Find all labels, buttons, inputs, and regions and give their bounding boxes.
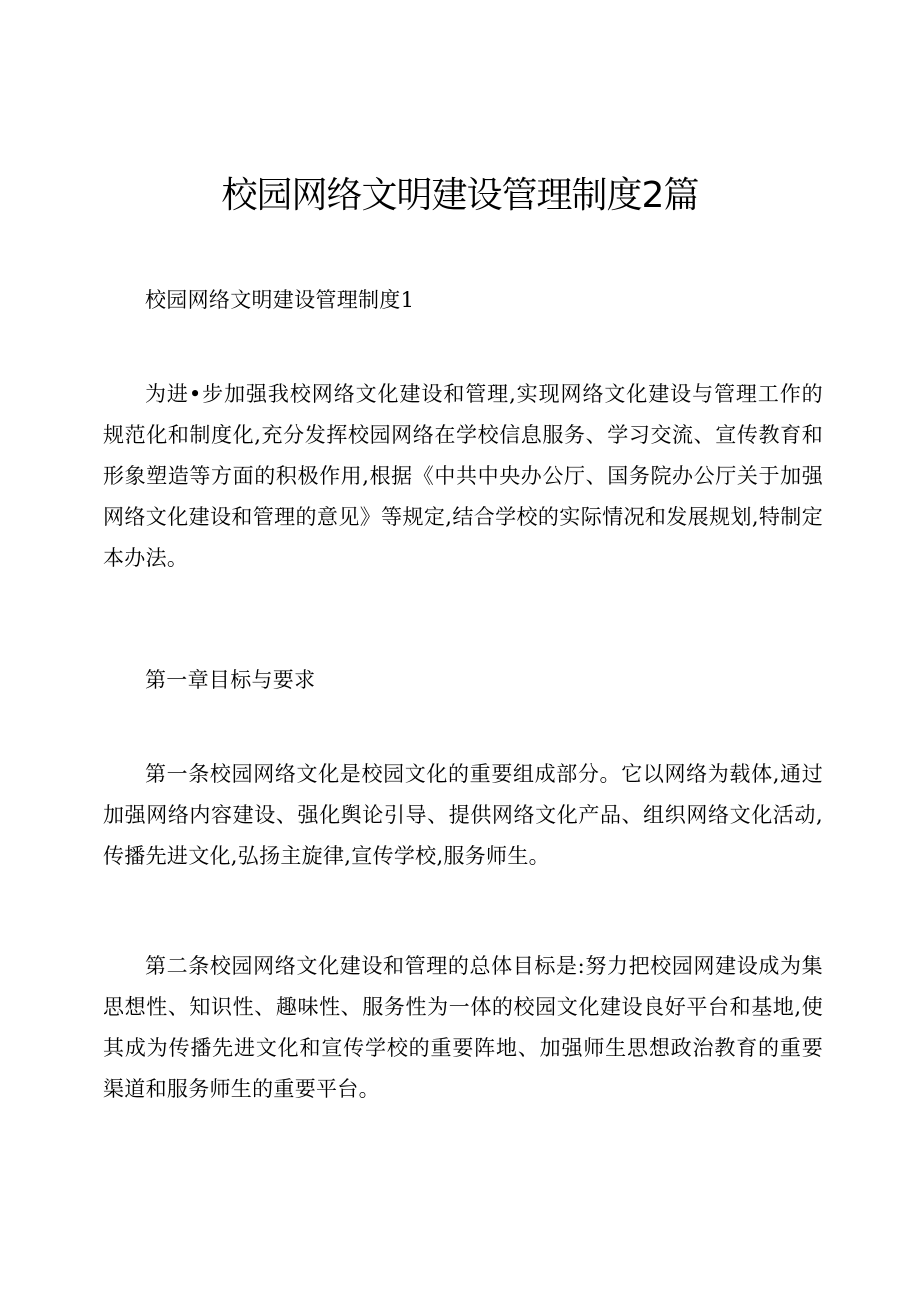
article-two-paragraph: 第二条校园网络文化建设和管理的总体目标是:努力把校园网建设成为集思想性、知识性、趣味性、服务性为一体的校园文化建设良好平台和基地,使其成为传播先进文化和宣传学校的重要阵地、加强师生思想政治教育的重要渠道和服务师生的重要平台。 [103,954,823,1101]
section-subtitle: 校园网络文明建设管理制度1 [145,288,415,312]
document-title: 校园网络文明建设管理制度2篇 [221,175,699,216]
intro-paragraph: 为进•步加强我校网络文化建设和管理,实现网络文化建设与管理工作的规范化和制度化,充分发挥校园网络在学校信息服务、学习交流、宣传教育和形象塑造等方面的积极作用,根据《中共中央办公厅、国务院办公厅关于加强网络文化建设和管理的意见》等规定,结合学校的实际情况和发展规划,特制定本办法。 [103,382,823,570]
article-one-paragraph: 第一条校园网络文化是校园文化的重要组成部分。它以网络为载体,通过加强网络内容建设、强化舆论引导、提供网络文化产品、组织网络文化活动,传播先进文化,弘扬主旋律,宣传学校,服务师生。 [103,762,823,868]
chapter-heading: 第一章目标与要求 [145,668,316,692]
